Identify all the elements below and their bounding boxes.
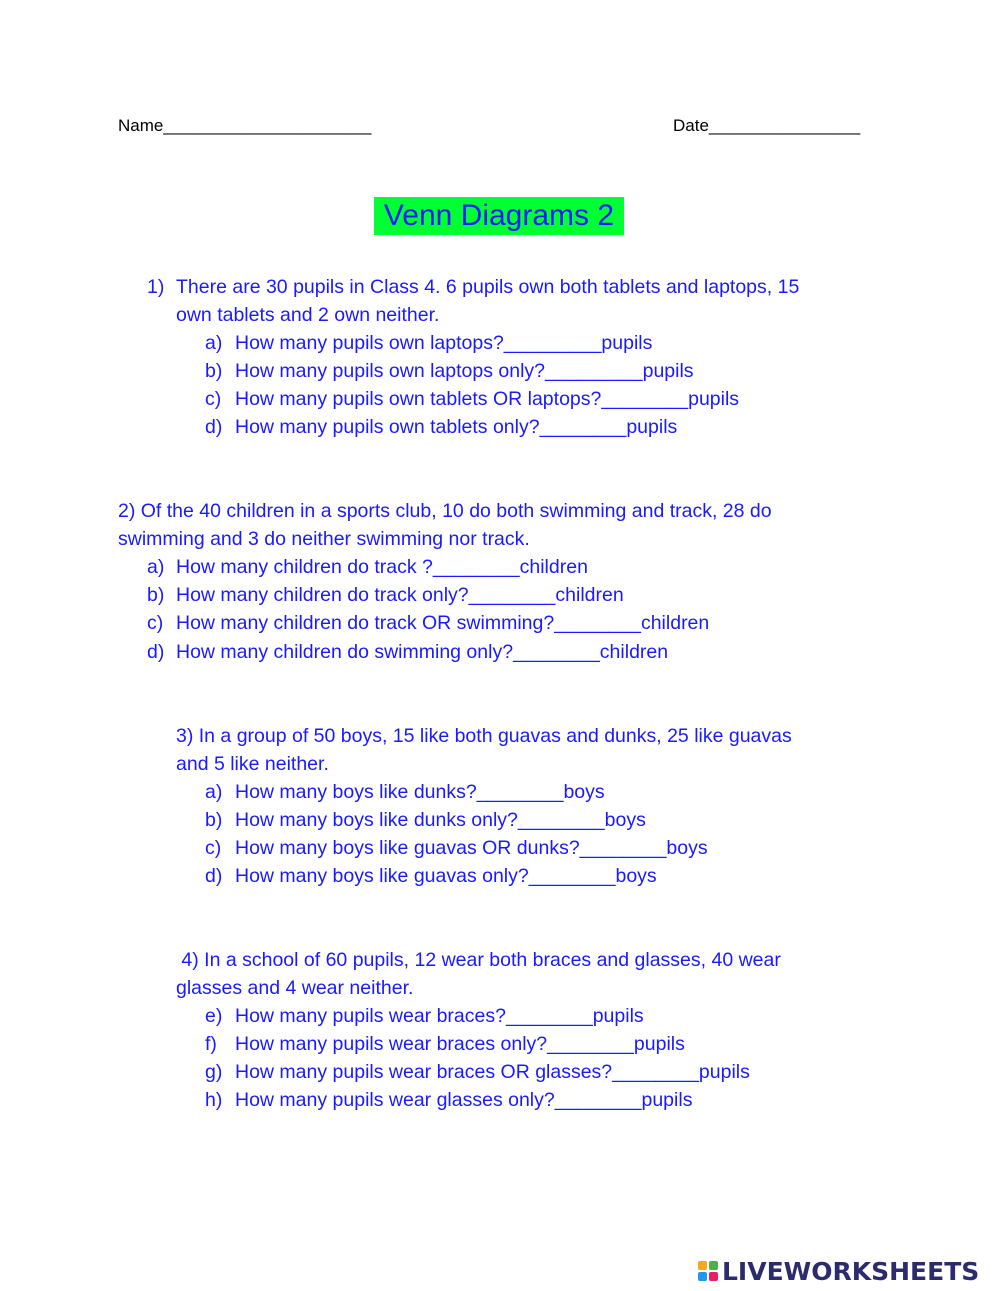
q2-part-b-marker: b) xyxy=(147,584,165,606)
q1-part-b[interactable] xyxy=(205,359,694,383)
q1-intro-line-1: There are 30 pupils in Class 4. 6 pupils own both tablets and laptops, 15 xyxy=(176,276,800,298)
q3-intro-line-1: 3) In a group of 50 boys, 15 like both guavas and dunks, 25 like guavas xyxy=(176,725,792,747)
q4-part-f-text: How many pupils wear braces only?________pupils xyxy=(235,1033,685,1055)
q3-part-a[interactable] xyxy=(205,780,605,804)
q2-part-a-text: How many children do track ?________children xyxy=(176,556,588,578)
q1-part-a-marker: a) xyxy=(205,332,223,354)
q1-part-c[interactable] xyxy=(205,387,739,411)
logo-tile-e xyxy=(709,1272,718,1281)
q1-intro-line-2: own tablets and 2 own neither. xyxy=(176,304,440,326)
q4-part-h[interactable] xyxy=(205,1088,692,1112)
q2-part-b[interactable] xyxy=(147,583,624,607)
page-title: Venn Diagrams 2 xyxy=(374,197,624,235)
logo-tile-l xyxy=(698,1261,707,1270)
q3-part-b[interactable] xyxy=(205,808,646,832)
q3-part-b-text: How many boys like dunks only?________boys xyxy=(235,809,646,831)
liveworksheets-logo[interactable] xyxy=(698,1256,998,1286)
logo-tile-v xyxy=(698,1272,707,1281)
q2-part-c-text: How many children do track OR swimming?________children xyxy=(176,612,710,634)
q1-part-a[interactable] xyxy=(205,331,652,355)
q2-intro-line-2: swimming and 3 do neither swimming nor track. xyxy=(118,528,530,550)
q4-part-e-text: How many pupils wear braces?________pupils xyxy=(235,1005,644,1027)
q2-part-c-marker: c) xyxy=(147,612,164,634)
q2-part-a-marker: a) xyxy=(147,556,165,578)
q1-part-a-text: How many pupils own laptops?_________pupils xyxy=(235,332,653,354)
logo-tile-i xyxy=(709,1261,718,1270)
q1-part-d-text: How many pupils own tablets only?________pupils xyxy=(235,416,678,438)
logo-text: LIVEWORKSHEETS xyxy=(722,1256,980,1286)
date-field[interactable]: Date________________ xyxy=(673,116,861,135)
q4-part-h-text: How many pupils wear glasses only?________pupils xyxy=(235,1089,693,1111)
q3-part-c-text: How many boys like guavas OR dunks?________boys xyxy=(235,837,708,859)
q3-part-d-marker: d) xyxy=(205,865,223,887)
q3-part-d[interactable] xyxy=(205,864,657,888)
q2-part-c[interactable] xyxy=(147,611,709,635)
q4-part-f-marker: f) xyxy=(205,1033,217,1055)
q2-part-d-marker: d) xyxy=(147,641,165,663)
q4-part-e-marker: e) xyxy=(205,1005,223,1027)
q1-part-c-text: How many pupils own tablets OR laptops?________pupils xyxy=(235,388,740,410)
q1-number: 1) xyxy=(147,276,165,298)
q4-part-g-marker: g) xyxy=(205,1061,223,1083)
q4-intro-line-2: glasses and 4 wear neither. xyxy=(176,977,414,999)
q4-part-h-marker: h) xyxy=(205,1089,223,1111)
q1-part-c-marker: c) xyxy=(205,388,222,410)
q2-intro-line-1: 2) Of the 40 children in a sports club, 10 do both swimming and track, 28 do xyxy=(118,500,772,522)
q2-part-d-text: How many children do swimming only?________children xyxy=(176,641,669,663)
q2-part-a[interactable] xyxy=(147,555,588,579)
q4-intro-line-1: 4) In a school of 60 pupils, 12 wear both braces and glasses, 40 wear xyxy=(176,949,781,971)
q2-part-d[interactable] xyxy=(147,640,668,664)
logo-tiles-icon xyxy=(698,1261,718,1281)
q1-part-b-text: How many pupils own laptops only?_________pupils xyxy=(235,360,694,382)
q1-part-d-marker: d) xyxy=(205,416,223,438)
q3-part-a-text: How many boys like dunks?________boys xyxy=(235,781,605,803)
q1-part-d[interactable] xyxy=(205,415,677,439)
q3-part-d-text: How many boys like guavas only?________boys xyxy=(235,865,657,887)
q3-part-c-marker: c) xyxy=(205,837,222,859)
q3-intro-line-2: and 5 like neither. xyxy=(176,753,329,775)
q3-part-c[interactable] xyxy=(205,836,708,860)
q1-part-b-marker: b) xyxy=(205,360,223,382)
q4-part-g-text: How many pupils wear braces OR glasses?________pupils xyxy=(235,1061,750,1083)
q4-part-g[interactable] xyxy=(205,1060,750,1084)
q3-part-a-marker: a) xyxy=(205,781,223,803)
q4-part-f[interactable] xyxy=(205,1032,685,1056)
q3-part-b-marker: b) xyxy=(205,809,223,831)
q2-part-b-text: How many children do track only?________children xyxy=(176,584,624,606)
name-field[interactable]: Name______________________ xyxy=(118,116,372,135)
q4-part-e[interactable] xyxy=(205,1004,644,1028)
